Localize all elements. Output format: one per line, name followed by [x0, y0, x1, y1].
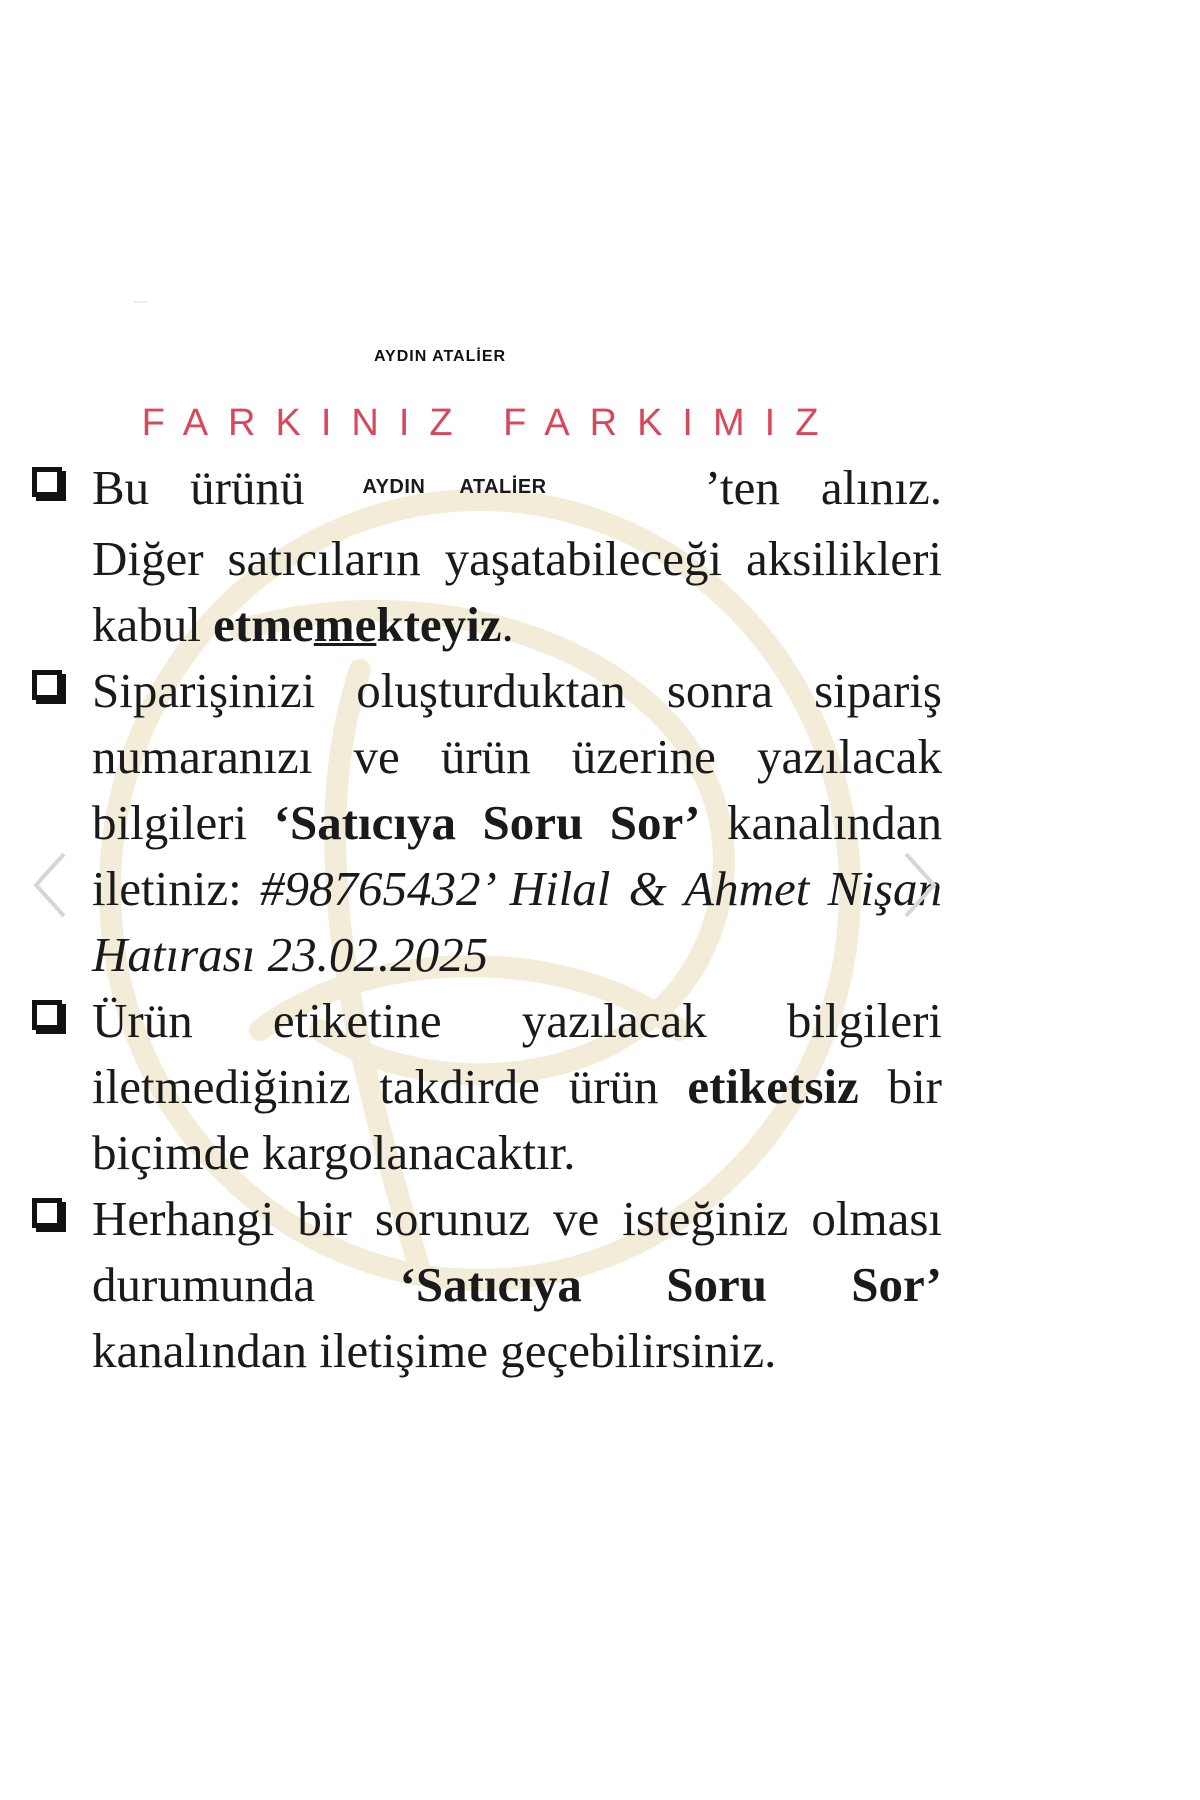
checkbox-icon	[32, 467, 62, 497]
checkbox-icon	[32, 1198, 62, 1228]
header-logo: AYDIN ATALİER	[373, 348, 507, 365]
chevron-left-icon[interactable]	[30, 850, 70, 920]
checkbox-icon	[32, 1000, 62, 1030]
list-item	[30, 658, 950, 988]
list-item	[30, 1186, 950, 1384]
item-text: Bu ürünü AYDIN ATALİER ’ten alınız. Diğer satıcıların yaşatabileceği aksilikleri kabul etmemekteyiz.	[92, 460, 942, 652]
tagline: FARKINIZ FARKIMIZ	[141, 402, 839, 444]
checkbox-icon	[32, 670, 62, 700]
inline-brand-logo: AYDIN ATALİER	[362, 475, 547, 498]
item-text: Herhangi bir sorunuz ve isteğiniz olması durumunda ‘Satıcıya Soru Sor’ kanalından iletişime geçebilirsiniz.	[92, 1190, 942, 1378]
info-list	[30, 455, 950, 1384]
chevron-right-icon[interactable]	[900, 850, 940, 920]
list-item	[30, 455, 950, 658]
item-text: Siparişinizi oluşturduktan sonra sipariş numaranızı ve ürün üzerine yazılacak bilgileri ‘Satıcıya Soru Sor’ kanalından iletiniz: #98765432’ Hilal & Ahmet Nişan Hatırası 23.02.2025	[92, 662, 942, 982]
decorative-mark	[134, 301, 148, 303]
example-text: #98765432’ Hilal & Ahmet Nişan Hatırası 23.02.2025	[92, 860, 942, 982]
item-text: Ürün etiketine yazılacak bilgileri iletmediğiniz takdirde ürün etiketsiz bir biçimde kargolanacaktır.	[92, 992, 943, 1180]
list-item	[30, 988, 950, 1186]
